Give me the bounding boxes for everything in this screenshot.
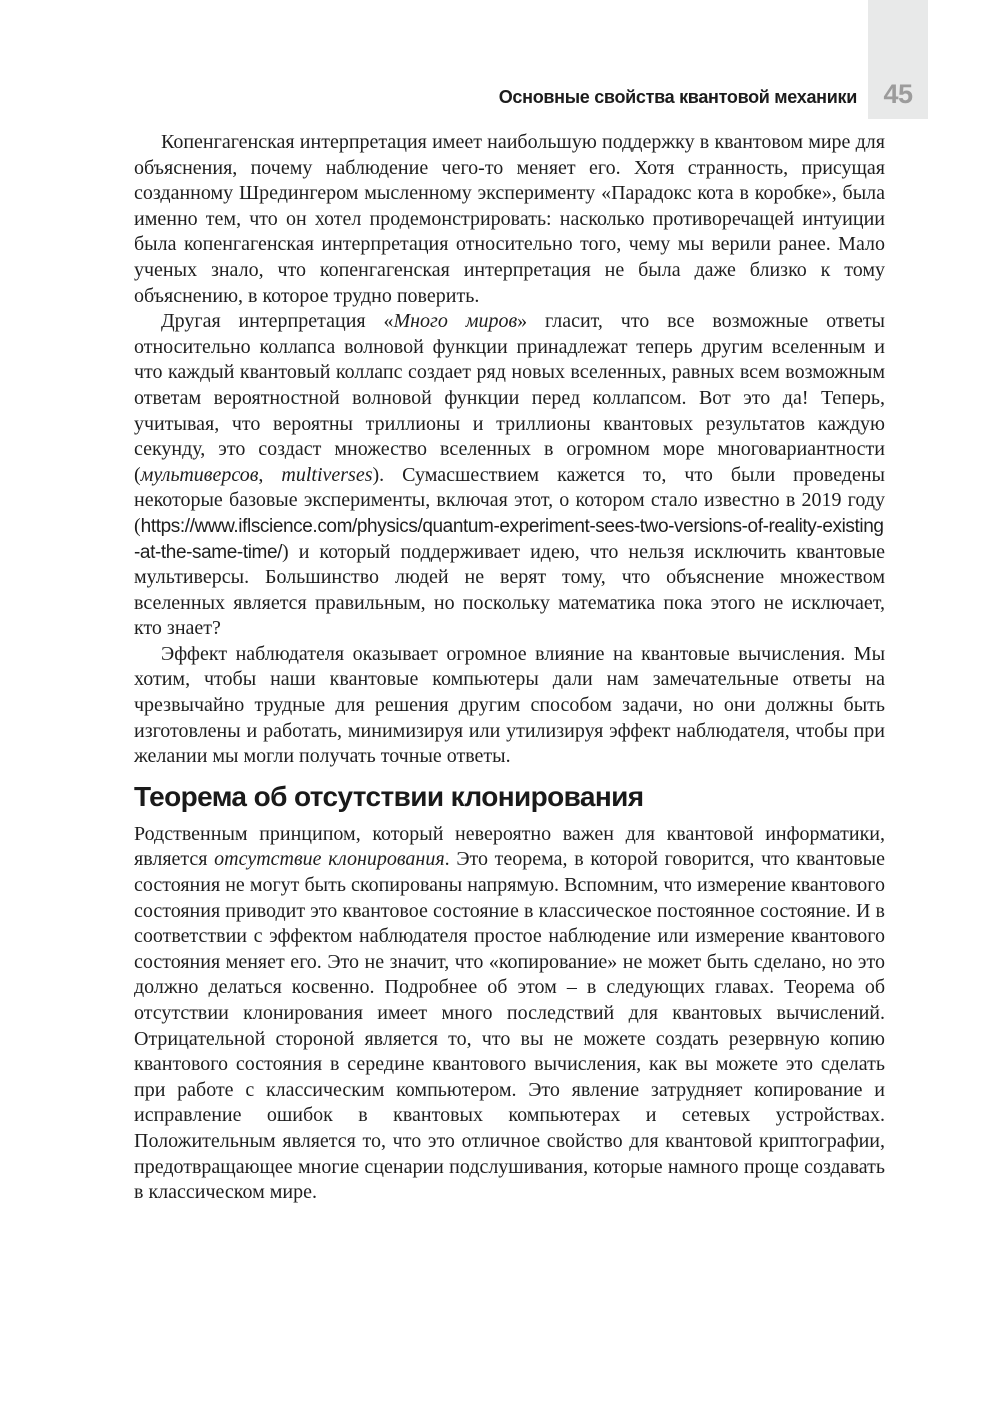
page-body-text bbox=[134, 130, 885, 1206]
body-text-run: . Это теорема, в которой говорится, что квантовые состояния не могут быть скопированы напрямую. Вспомним, что измерение квантового состояния приводит это квантовое состояние в классическое постоянное состояние. И в соответствии с эффектом наблюдателя простое наблюдение или измерение квантового состояния меняет его. Это не значит, что «копирование» не может быть сделано, но это должно делаться косвенно. Подробнее об этом – в следующих главах. Теорема об отсутствии клонирования имеет много последствий для квантовых вычислений. Отрицательной стороной является то, что вы не можете создать резервную копию квантового состояния в середине квантового вычисления, как вы можете это сделать при работе с классическим компьютером. Это явление затрудняет копирование и исправление ошибок в квантовых компьютерах и сетевых устройствах. Положительным является то, что это отличное свойство для квантовой криптографии, предотвращающее многие сценарии подслушивания, которые намного проще создавать в классическом мире. bbox=[134, 848, 885, 1204]
body-text-run: Копенгагенская интерпретация имеет наибольшую поддержку в квантовом мире для объяснения, почему наблюдение чего-то меняет его. Хотя странность, присущая созданному Шредингером мысленному эксперименту «Парадокс кота в коробке», была именно тем, что он хотел продемонстрировать: насколько противоречащей интуиции была копенгагенская интерпретация относительно того, чему мы верили ранее. Мало ученых знало, что копенгагенская интерпретация не была даже близко к тому объяснению, в которое трудно поверить. bbox=[134, 131, 885, 307]
body-text-run: Другая интерпретация « bbox=[161, 310, 394, 333]
paragraph-no-cloning bbox=[134, 822, 885, 1206]
body-text-run: Родственным принципом, который невероятно важен для квантовой информатики, является bbox=[134, 822, 885, 871]
url-text: https://www.iflscience.com/physics/quantum-experiment-sees-two-versions-of-reality-existing-at-the-same-time/ bbox=[134, 515, 884, 563]
body-text-run: » гласит, что все возможные ответы относительно коллапса волновой функции принадлежат теперь другим вселенным и что каждый квантовый коллапс создает ряд новых вселенных, равных всем возможным ответам вероятностной волновой функции перед коллапсом. Вот это да! Теперь, учитывая, что вероятны триллионы и триллионы квантовых результатов каждую секунду, это создаст множество вселенных в огромном море многовариантности ( bbox=[134, 310, 885, 486]
emphasized-text: отсутствие клонирования bbox=[214, 848, 445, 871]
paragraph-observer-effect bbox=[134, 642, 885, 770]
emphasized-text: мультиверсов bbox=[140, 463, 259, 486]
body-text-run: ). Сумасшествием кажется то, что были проведены некоторые базовые эксперименты, включая этот, о котором стало известно в 2019 году ( bbox=[134, 463, 885, 537]
section-heading-no-cloning-theorem: Теорема об отсутствии клонирования bbox=[134, 780, 644, 812]
emphasized-text: Много миров bbox=[393, 310, 518, 333]
body-text-run: ) и который поддерживает идею, что нельзя исключить квантовые мультиверсы. Большинство людей не верят тому, что объяснение множеством вселенных является правильным, но поскольку математика пока этого не исключает, кто знает? bbox=[134, 540, 885, 640]
paragraph-copenhagen-interpretation bbox=[134, 130, 885, 309]
body-text-run: , bbox=[258, 463, 282, 486]
page-number-box bbox=[868, 0, 928, 119]
emphasized-text: multiverses bbox=[281, 463, 373, 486]
body-text-run: Эффект наблюдателя оказывает огромное влияние на квантовые вычисления. Мы хотим, чтобы наши квантовые компьютеры дали нам замечательные ответы на чрезвычайно трудные для решения другим способом задачи, но они должны быть изготовлены и работать, минимизируя или утилизируя эффект наблюдателя, чтобы при желании мы могли получать точные ответы. bbox=[134, 642, 885, 768]
running-header-title: Основные свойства квантовой механики bbox=[498, 87, 857, 107]
paragraph-many-worlds bbox=[134, 309, 885, 642]
page-number: 45 bbox=[883, 79, 913, 109]
